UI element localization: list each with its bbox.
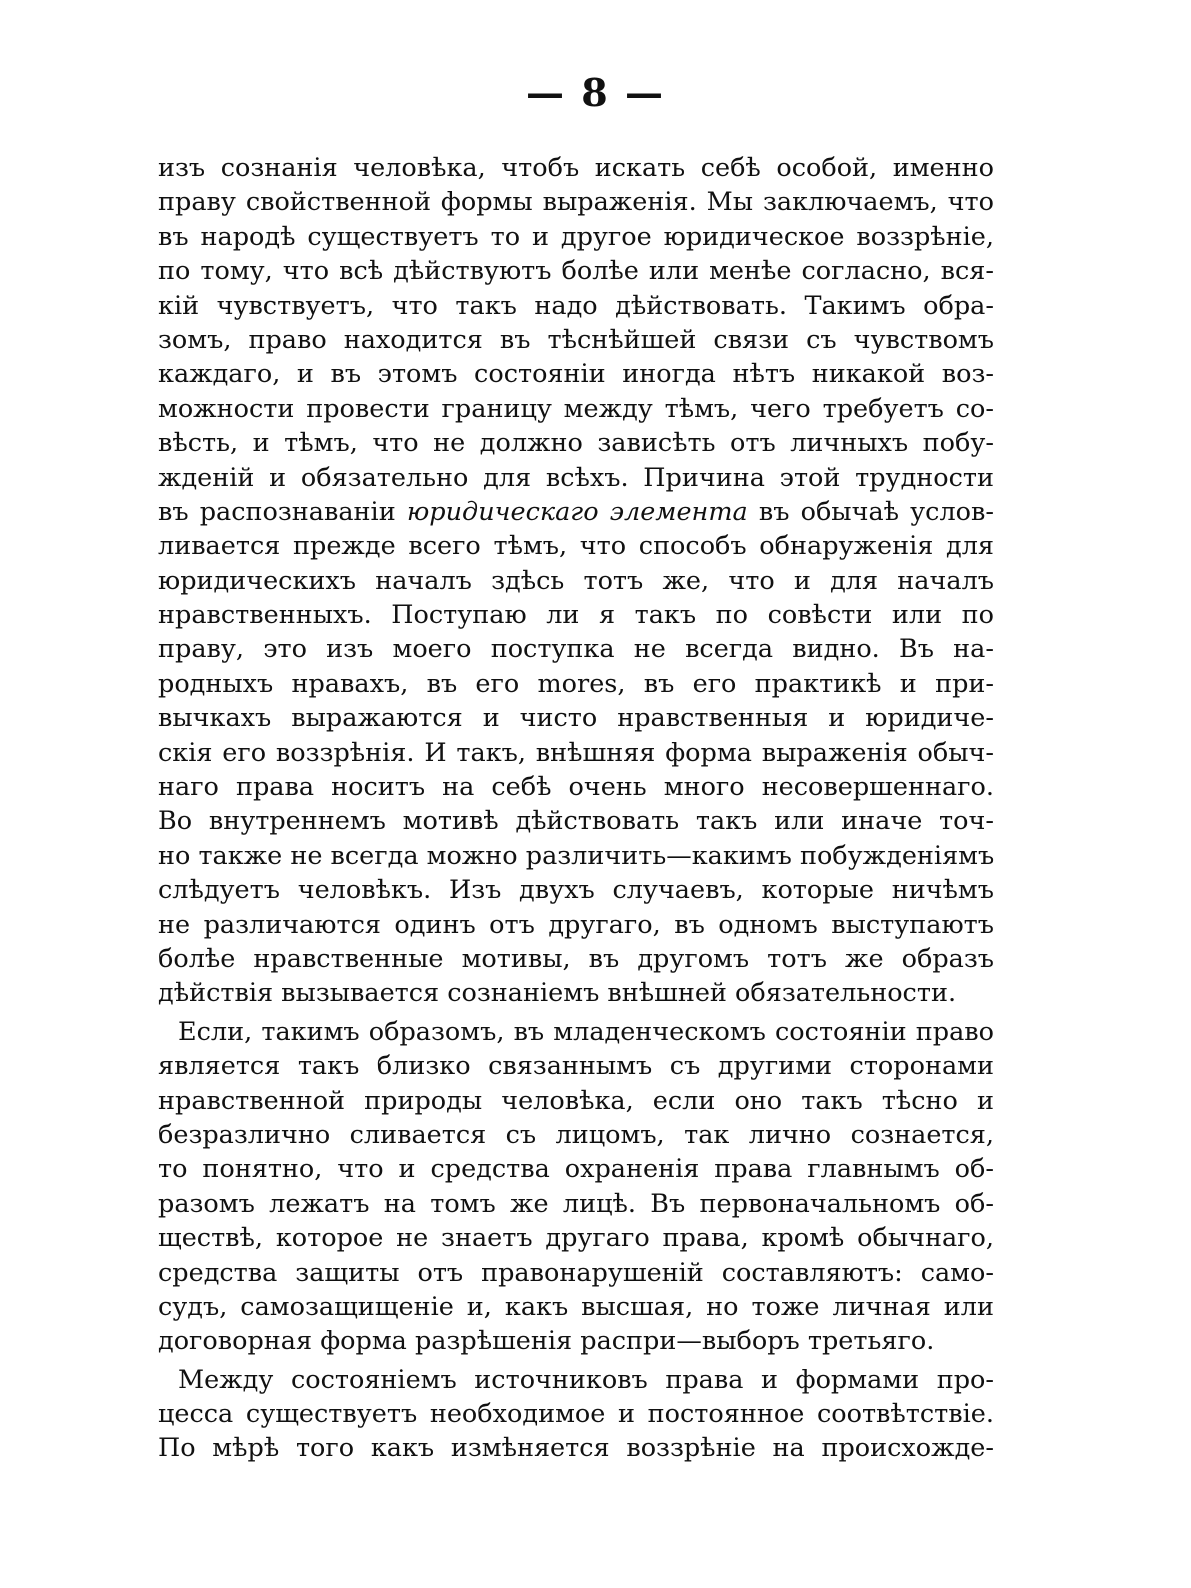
text-line: но также не всегда можно различить—какимъ побужденіямъ: [158, 840, 994, 871]
text-line: договорная форма разрѣшенія распри—выборъ третьяго.: [158, 1326, 935, 1357]
text-line: въ народѣ существуетъ то и другое юридическое воззрѣніе,: [158, 221, 994, 252]
text-line: скія его воззрѣнія. И такъ, внѣшняя форма выраженія обыч-: [158, 737, 994, 768]
text-line: юридическихъ началъ здѣсь тотъ же, что и для началъ: [158, 565, 994, 596]
text-line: то понятно, что и средства охраненія права главнымъ об-: [158, 1154, 994, 1185]
body-text: [158, 151, 994, 1466]
text-line: болѣе нравственные мотивы, въ другомъ тотъ же образъ: [158, 943, 994, 974]
text-line: является такъ близко связаннымъ съ другими сторонами: [158, 1051, 994, 1082]
text-line: кій чувствуетъ, что такъ надо дѣйствовать. Такимъ обра-: [158, 290, 994, 321]
text-line: дѣйствія вызывается сознаніемъ внѣшней обязательности.: [158, 978, 957, 1009]
text-line: ливается прежде всего тѣмъ, что способъ обнаруженія для: [158, 531, 994, 562]
paragraph-1: [158, 151, 994, 1011]
paragraph-2: [158, 1015, 994, 1359]
paragraph-3: [158, 1363, 994, 1466]
text-line: родныхъ нравахъ, въ его mores, въ его практикѣ и при-: [158, 668, 994, 699]
text-line: наго права носитъ на себѣ очень много несовершеннаго.: [158, 772, 994, 803]
text-line: праву, это изъ моего поступка не всегда видно. Въ на-: [158, 634, 994, 665]
text-line: Между состояніемъ источниковъ права и формами про-: [178, 1364, 994, 1395]
text-line: Если, такимъ образомъ, въ младенческомъ состояніи право: [178, 1016, 994, 1047]
text-line: изъ сознанія человѣка, чтобъ искать себѣ особой, именно: [158, 153, 994, 183]
page-number: — 8 —: [526, 70, 665, 115]
text-line: слѣдуетъ человѣкъ. Изъ двухъ случаевъ, которые ничѣмъ: [158, 875, 994, 906]
text-line: вычкахъ выражаются и чисто нравственныя и юридиче-: [158, 703, 994, 734]
text-line: жденій и обязательно для всѣхъ. Причина этой трудности: [158, 462, 994, 493]
text-line: праву свойственной формы выраженія. Мы заключаемъ, что: [158, 187, 994, 218]
text-line: можности провести границу между тѣмъ, чего требуетъ со-: [158, 393, 994, 424]
text-line: цесса существуетъ необходимое и постоянное соотвѣтствіе.: [158, 1399, 994, 1430]
text-line: по тому, что всѣ дѣйствуютъ болѣе или менѣе согласно, вся-: [158, 256, 994, 287]
text-line: каждаго, и въ этомъ состояніи иногда нѣтъ никакой воз-: [158, 359, 994, 390]
text-line: Во внутреннемъ мотивѣ дѣйствовать такъ или иначе точ-: [158, 806, 994, 837]
text-line: средства защиты отъ правонарушеній составляютъ: само-: [158, 1257, 994, 1288]
emphasized-term: юридическаго элемента: [406, 496, 748, 527]
text-line: разомъ лежатъ на томъ же лицѣ. Въ первоначальномъ об-: [158, 1188, 994, 1219]
text-line: не различаются одинъ отъ другаго, въ одномъ выступаютъ: [158, 909, 994, 940]
text-line: судъ, самозащищеніе и, какъ высшая, но тоже личная или: [158, 1291, 994, 1322]
text-line: вѣсть, и тѣмъ, что не должно зависѣть отъ личныхъ побу-: [158, 428, 994, 459]
text-line: нравственныхъ. Поступаю ли я такъ по совѣсти или по: [158, 600, 994, 631]
text-line-with-emphasis: [158, 495, 994, 529]
text-line: безразлично сливается съ лицомъ, так лично сознается,: [158, 1119, 994, 1150]
text-line: нравственной природы человѣка, если оно такъ тѣсно и: [158, 1085, 994, 1116]
text-fragment: въ обычаѣ услов-: [747, 496, 994, 527]
text-line: ществѣ, которое не знаетъ другаго права, кромѣ обычнаго,: [158, 1223, 994, 1254]
text-line: По мѣрѣ того какъ измѣняется воззрѣніе на происхожде-: [158, 1433, 994, 1464]
text-line: зомъ, право находится въ тѣснѣйшей связи съ чувствомъ: [158, 324, 994, 355]
text-fragment: въ распознаваніи: [158, 496, 407, 527]
